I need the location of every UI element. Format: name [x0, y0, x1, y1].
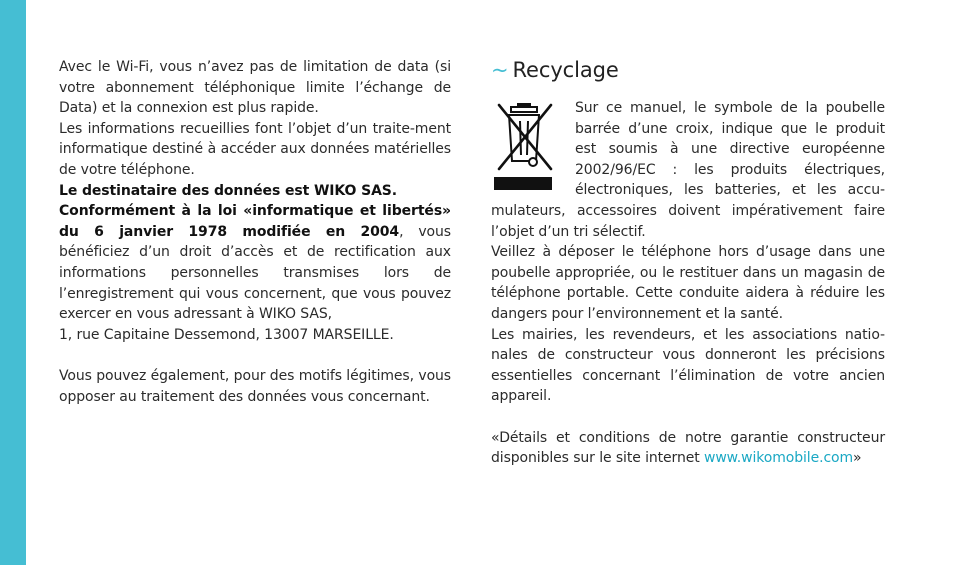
spacer: [59, 345, 451, 366]
left-column: [59, 57, 451, 407]
bin-underline-bar: [494, 177, 552, 190]
warranty-close: »: [853, 450, 862, 467]
law-reference: Conformément à la loi «informatique et libertés» du 6 janvier 1978 modifiée en 2004: [59, 203, 451, 240]
authorities-paragraph: Les mairies, les revendeurs, et les associations natio-nales de constructeur vous donneront les précisions essentielles concernant l’élimination de votre ancien appareil.: [491, 326, 885, 405]
section-heading: [491, 56, 885, 84]
warranty-text: «Détails et conditions de notre garantie constructeur disponibles sur le site internet: [491, 429, 885, 467]
disposal-paragraph: Veillez à déposer le téléphone hors d’usage dans une poubelle appropriée, ou le restituer dans un magasin de téléphone portable. Cette conduite aidera à réduire les dangers pour l’environnement et la santé.: [491, 244, 885, 322]
recipient-statement: Le destinataire des données est WIKO SAS.: [59, 182, 398, 199]
warranty-paragraph: [491, 428, 885, 469]
spacer: [491, 407, 885, 428]
data-processing-paragraph: Les informations recueillies font l’objet d’un traite-ment informatique destiné à accéder aux données matérielles de votre téléphone.: [59, 120, 451, 178]
heading-tilde: ~: [491, 58, 509, 82]
right-column: [491, 56, 885, 469]
sidebar-accent-strip: [0, 0, 26, 565]
opposition-paragraph: Vous pouvez également, pour des motifs légitimes, vous opposer au traitement des données vous concernant.: [59, 367, 451, 405]
wifi-paragraph: Avec le Wi-Fi, vous n’avez pas de limitation de data (si votre abonnement téléphonique limite l’échange de Data) et la connexion est plus rapide.: [59, 59, 451, 117]
symbol-paragraph: Sur ce manuel, le symbole de la poubelle barrée d’une croix, indique que le produit est soumis à une directive européenne 2002/96/EC : les produits électriques, électroniques, les batteries, et les accu-mulateurs, accessoires doivent impérativement faire l’objet d’un tri sélectif.: [491, 100, 885, 240]
heading-text: Recyclage: [512, 58, 619, 82]
address: 1, rue Capitaine Dessemond, 13007 MARSEILLE.: [59, 326, 394, 343]
bin-graphic: [491, 99, 557, 177]
rights-text: , vous bénéficiez d’un droit d’accès et de rectification aux informations personnelles transmises lors de l’enregistrement qui vous concernent, que vous pouvez exercer en vous adressant à WIKO SAS,: [59, 223, 451, 323]
crossed-out-wheelie-bin-icon: [491, 99, 557, 196]
rights-paragraph: [59, 201, 451, 325]
website-link[interactable]: www.wikomobile.com: [703, 450, 854, 467]
